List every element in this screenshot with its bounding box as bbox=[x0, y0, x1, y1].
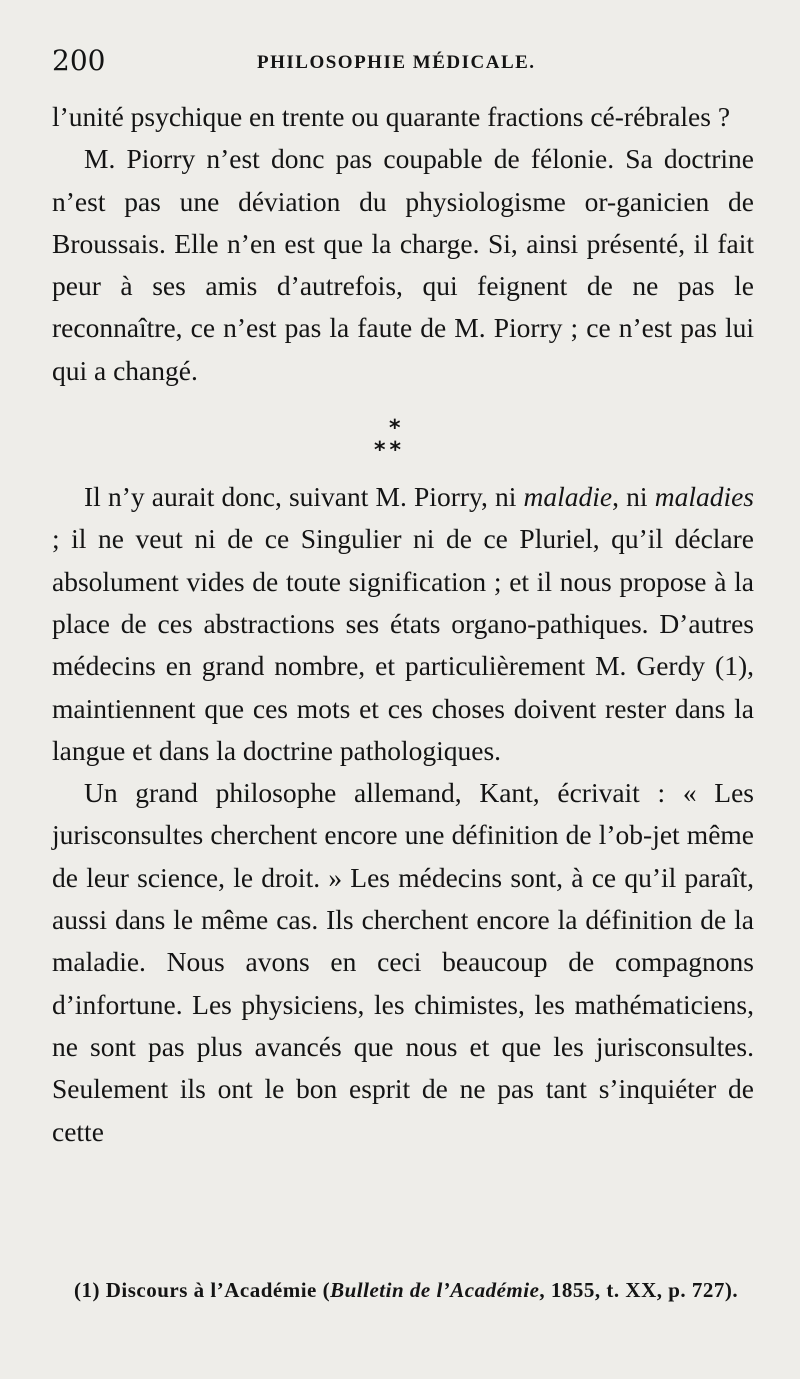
paragraph-piorry: M. Piorry n’est donc pas coupable de félonie. Sa doctrine n’est pas une déviation du physiologisme or-ganicien de Broussais. Elle n’en est que la charge. Si, ainsi présenté, il fait peur à ses amis d’autrefois, qui feignent de ne pas le reconnaître, ce n’est pas la faute de M. Piorry ; ce n’est pas lui qui a changé. bbox=[52, 143, 754, 386]
asterism-bottom: ** bbox=[374, 438, 406, 464]
section-asterism bbox=[52, 392, 754, 476]
footnote bbox=[52, 1274, 754, 1307]
term-maladies: maladies bbox=[654, 481, 755, 513]
page-number: 200 bbox=[52, 44, 106, 77]
paragraph-continuation: l’unité psychique en trente ou quarante fractions cé-rébrales ? bbox=[52, 101, 731, 132]
footnote-title: Bulletin de l’Académie bbox=[330, 1278, 540, 1302]
footnote-part1: (1) Discours à l’Académie ( bbox=[74, 1278, 331, 1302]
running-head: PHILOSOPHIE MÉDICALE. bbox=[257, 52, 536, 73]
paragraph-maladie-part3: ; il ne veut ni de ce Singulier ni de ce Pluriel, qu’il déclare absolument vides de toute signification ; et il nous propose à la place de ces abstractions ses états organo-pathiques. D’autres médecins en grand nombre, et particulièrement M. Gerdy (1), maintiennent que ces mots et ces choses doivent rester dans la langue et dans la doctrine pathologiques. bbox=[52, 523, 754, 766]
footnote-part2: , 1855, t. XX, p. 727). bbox=[539, 1278, 739, 1302]
term-maladie: maladie bbox=[523, 481, 613, 513]
main-text bbox=[52, 96, 754, 1153]
asterism-top: * bbox=[389, 416, 401, 442]
paragraph-maladie-part1: Il n’y aurait donc, suivant M. Piorry, ni bbox=[84, 481, 524, 513]
footnote-text bbox=[52, 1274, 754, 1307]
paragraph-maladie bbox=[52, 476, 754, 772]
paragraph-maladie-part2: , ni bbox=[612, 481, 655, 513]
paragraph-kant: Un grand philosophe allemand, Kant, écrivait : « Les jurisconsultes cherchent encore une définition de l’ob-jet même de leur science, le droit. » Les médecins sont, à ce qu’il paraît, aussi dans le même cas. Ils cherchent encore la définition de la maladie. Nous avons en ceci beaucoup de compagnons d’infortune. Les physiciens, les chimistes, les mathématiciens, ne sont pas plus avancés que nous et que les jurisconsultes. Seulement ils ont le bon esprit de ne pas tant s’inquiéter de cette bbox=[52, 777, 754, 1147]
page-header bbox=[52, 42, 752, 82]
